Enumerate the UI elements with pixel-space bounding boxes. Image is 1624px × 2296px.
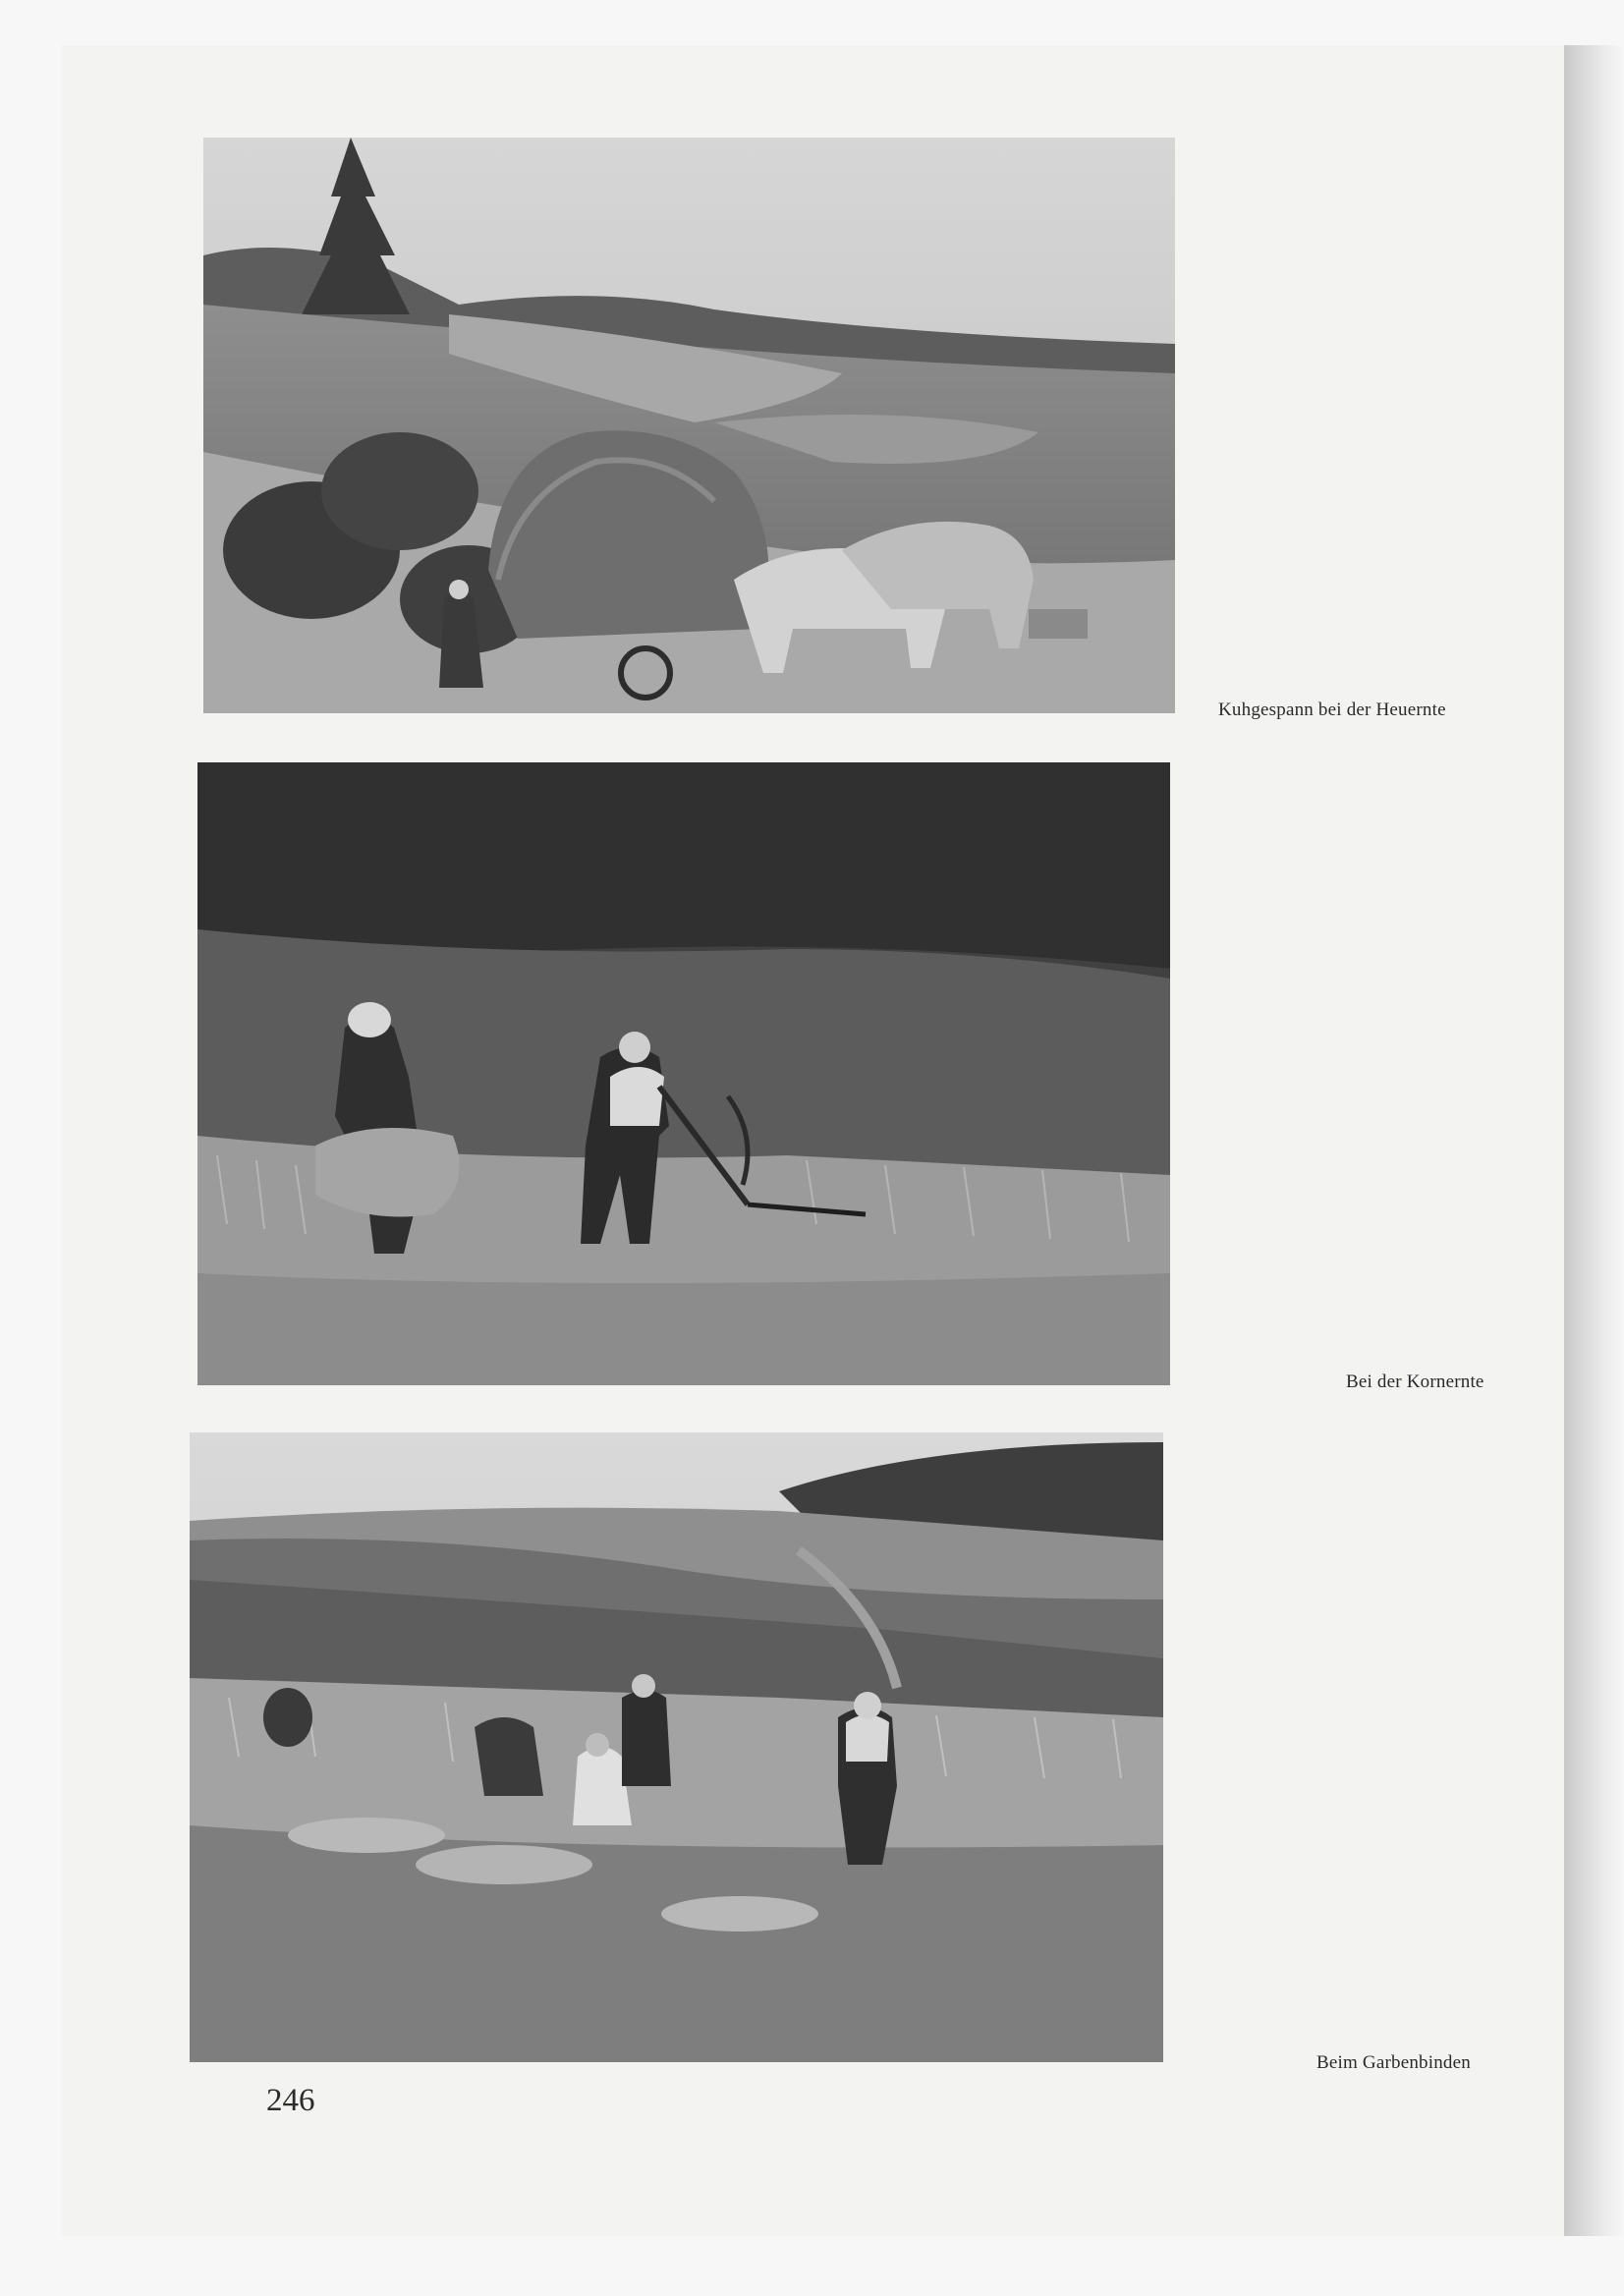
caption-sheaf-binding: Beim Garbenbinden xyxy=(1316,2052,1471,2073)
caption-grain-harvest: Bei der Kornernte xyxy=(1346,1372,1484,1392)
caption-hay-harvest: Kuhgespann bei der Heuernte xyxy=(1218,700,1446,720)
photo-hay-harvest-image xyxy=(203,138,1175,713)
page-number: 246 xyxy=(266,2083,315,2118)
photo-sheaf-binding xyxy=(190,1432,1163,2062)
photo-grain-harvest-image xyxy=(197,762,1170,1385)
book-spine-shadow xyxy=(1564,45,1624,2236)
photo-sheaf-binding-image xyxy=(190,1432,1163,2062)
photo-hay-harvest xyxy=(203,138,1175,713)
photo-grain-harvest xyxy=(197,762,1170,1385)
